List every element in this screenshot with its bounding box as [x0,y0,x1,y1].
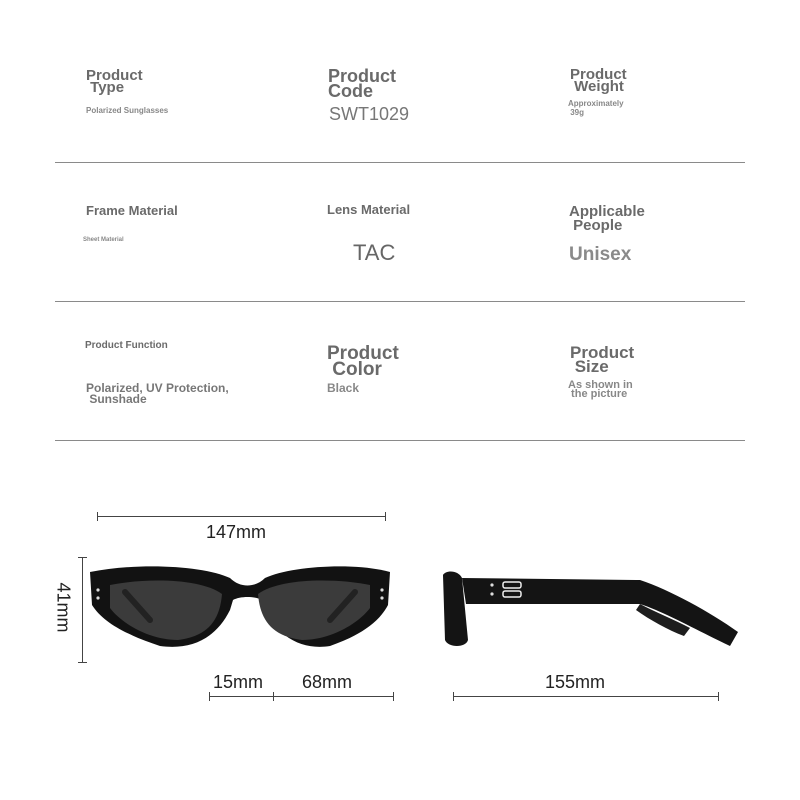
frame-material-label: Frame Material [86,203,178,218]
width-dimension-label: 147mm [206,522,267,542]
lens-material-value: TAC [353,240,396,265]
height-dimension-label: 41mm [53,582,74,633]
temple-dimension-label: 155mm [545,672,606,692]
product-function-value: Polarized, UV Protection, Sunshade [86,381,229,407]
frame-material-value: Sheet Material [83,237,124,243]
bridge-dimension-label: 15mm [213,672,264,692]
applicable-people-label: Applicable People [569,203,645,235]
product-color-label: Product Color [327,343,399,380]
applicable-people-value: Unisex [569,244,632,265]
product-function-label: Product Function [85,340,168,351]
product-weight-label: Product Weight [570,66,627,96]
lens-material-label: Lens Material [327,202,411,217]
product-color-value: Black [327,381,360,395]
product-code-label: Product Code [328,66,397,101]
product-size-label: Product Size [570,343,635,376]
product-code-value: SWT1029 [329,104,410,124]
product-type-label: Product Type [86,67,143,97]
lens-dimension-label: 68mm [302,672,353,692]
product-weight-value: Approximately 39g [568,99,624,117]
product-size-value: As shown in the picture [568,379,633,401]
product-type-value: Polarized Sunglasses [86,106,169,115]
